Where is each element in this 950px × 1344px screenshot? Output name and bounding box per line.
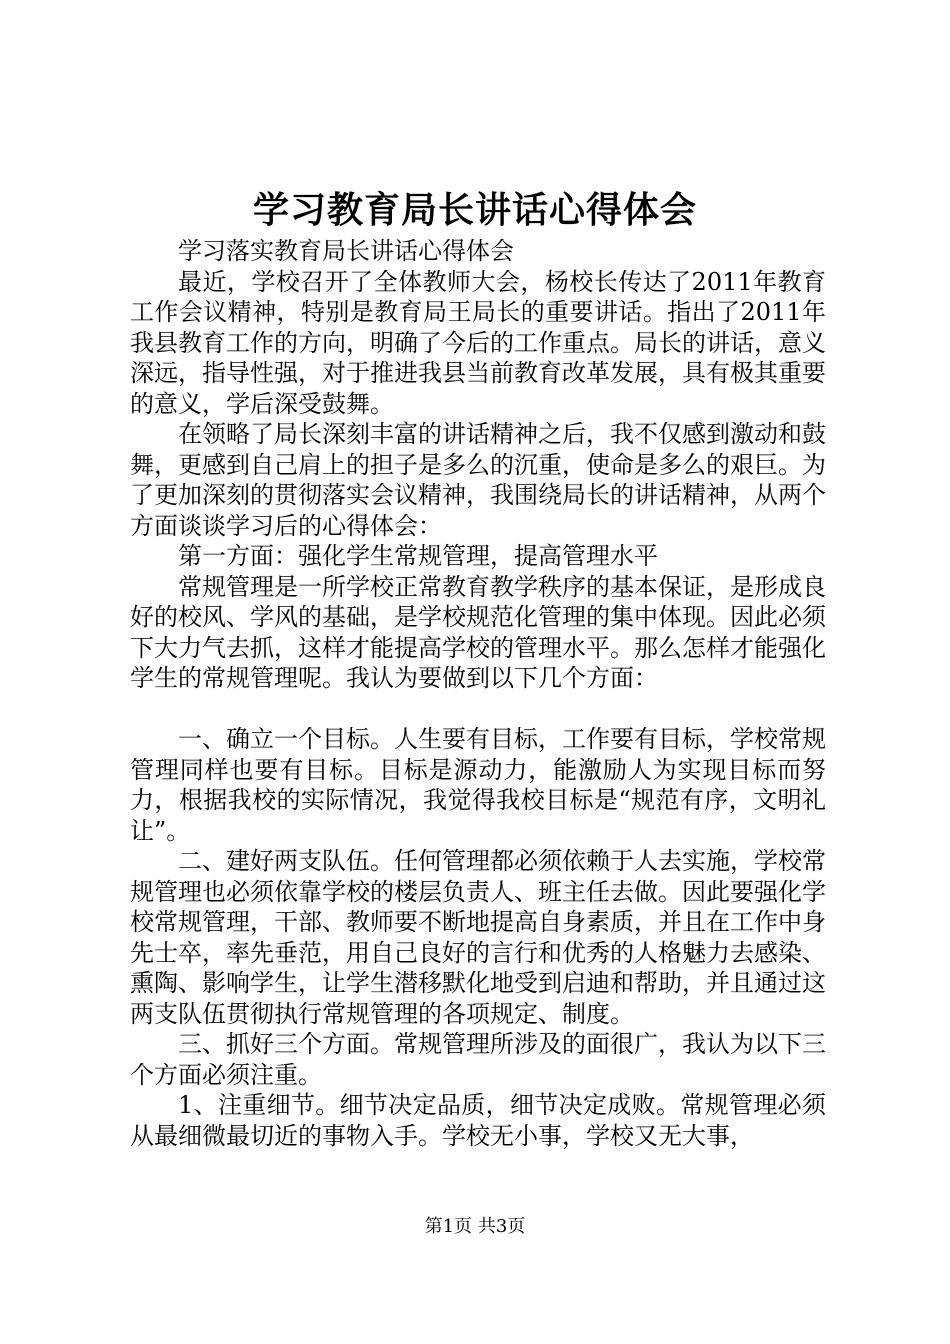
paragraph-routine-management: 常规管理是一所学校正常教育教学秩序的基本保证，是形成良好的校风、学风的基础，是学校规范化管理的集中体现。因此必须下大力气去抓，这样才能提高学校的管理水平。那么怎样才能强化学生的常规管理呢。我认为要做到以下几个方面： [130, 572, 826, 692]
paragraph-intro: 最近，学校召开了全体教师大会，杨校长传达了2011年教育工作会议精神，特别是教育局王局长的重要讲话。指出了2011年我县教育工作的方向，明确了今后的工作重点。局长的讲话，意义深远，指导性强，对于推进我县当前教育改革发展，具有极其重要的意义，学后深受鼓舞。 [130, 267, 826, 418]
paragraph-reflection: 在领略了局长深刻丰富的讲话精神之后，我不仅感到激动和鼓舞，更感到自己肩上的担子是多么的沉重，使命是多么的艰巨。为了更加深刻的贯彻落实会议精神，我围绕局长的讲话精神，从两个方面谈谈学习后的心得体会： [130, 420, 826, 540]
paragraph-point-three: 三、抓好三个方面。常规管理所涉及的面很广，我认为以下三个方面必须注重。 [130, 1030, 826, 1089]
paragraph-subtitle: 学习落实教育局长讲话心得体会 [178, 237, 514, 265]
paragraph-detail-one: 1、注重细节。细节决定品质，细节决定成败。常规管理必须从最细微最切近的事物入手。学校无小事，学校又无大事， [130, 1091, 826, 1150]
page-number-footer: 第1页 共3页 [424, 1216, 526, 1237]
document-body [130, 236, 826, 1151]
document-title: 学习教育局长讲话心得体会 [252, 189, 697, 231]
paragraph-section-heading: 第一方面：强化学生常规管理，提高管理水平 [178, 542, 658, 570]
paragraph-point-one: 一、确立一个目标。人生要有目标，工作要有目标，学校常规管理同样也要有目标。目标是源动力，能激励人为实现目标而努力，根据我校的实际情况，我觉得我校目标是“规范有序，文明礼让”。 [130, 725, 826, 845]
paragraph-point-two: 二、建好两支队伍。任何管理都必须依赖于人去实施，学校常规管理也必须依靠学校的楼层负责人、班主任去做。因此要强化学校常规管理，干部、教师要不断地提高自身素质，并且在工作中身先士卒，率先垂范，用自己良好的言行和优秀的人格魅力去感染、熏陶、影响学生，让学生潜移默化地受到启迪和帮助，并且通过这两支队伍贯彻执行常规管理的各项规定、制度。 [130, 847, 826, 1028]
